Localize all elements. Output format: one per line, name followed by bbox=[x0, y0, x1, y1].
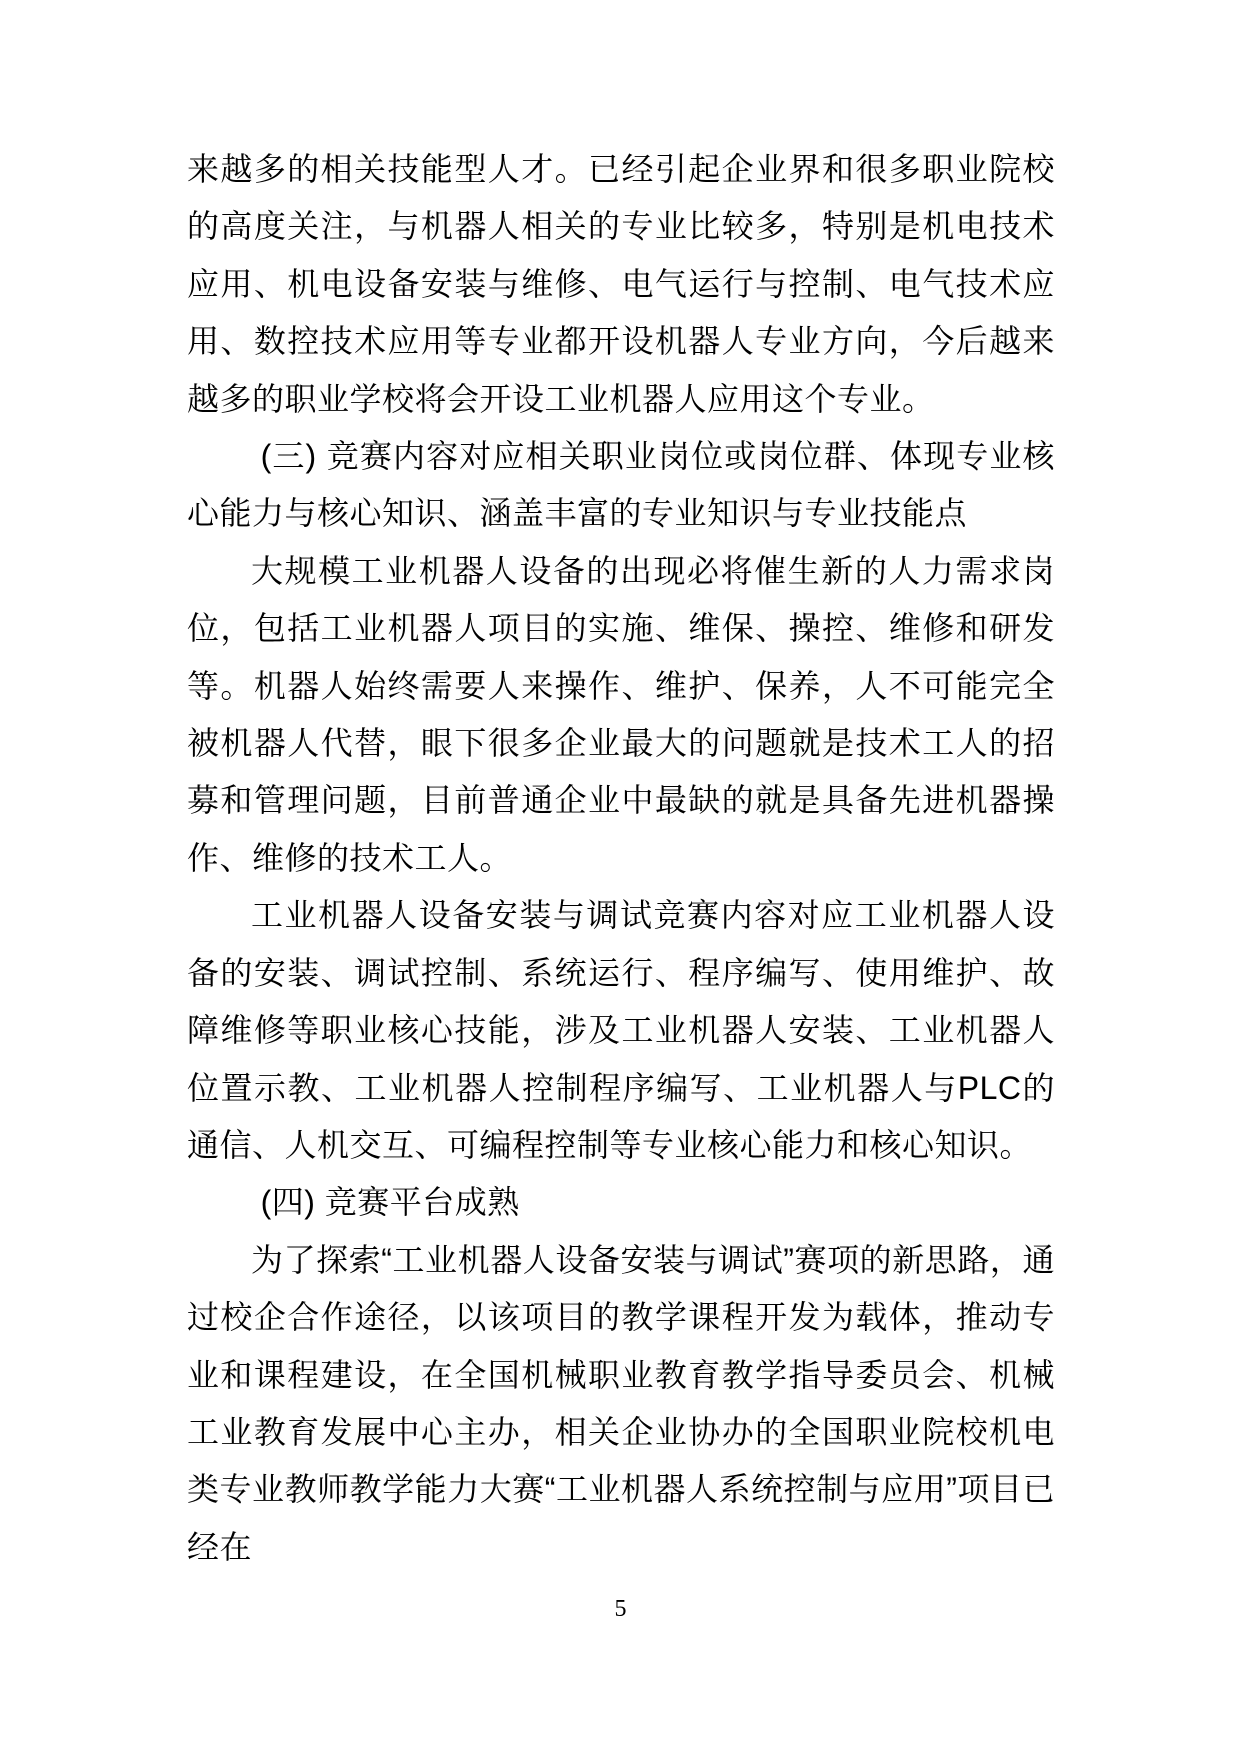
heading-section-4: (四) 竞赛平台成熟 bbox=[260, 1184, 520, 1221]
paragraph-workforce-demand: 大规模工业机器人设备的出现必将催生新的人力需求岗位，包括工业机器人项目的实施、维保、操控、维修和研发等。机器人始终需要人来操作、维护、保养，人不可能完全被机器人代替，眼下很多企业最大的问题就是技术工人的招募和管理问题，目前普通企业中最缺的就是具备先进机器操作、维修的技术工人。 bbox=[187, 552, 1055, 876]
paragraph-continuation: 来越多的相关技能型人才。已经引起企业界和很多职业院校的高度关注，与机器人相关的专业比较多，特别是机电技术应用、机电设备安装与维修、电气运行与控制、电气技术应用、数控技术应用等专业都开设机器人专业方向，今后越来越多的职业学校将会开设工业机器人应用这个专业。 bbox=[187, 151, 1055, 417]
paragraph-competition-content: 工业机器人设备安装与调试竞赛内容对应工业机器人设备的安装、调试控制、系统运行、程序编写、使用维护、故障维修等职业核心技能，涉及工业机器人安装、工业机器人位置示教、工业机器人控制程序编写、工业机器人与PLC的通信、人机交互、可编程控制等专业核心能力和核心知识。 bbox=[187, 897, 1055, 1163]
page-number: 5 bbox=[614, 1596, 627, 1622]
heading-section-3: (三) 竞赛内容对应相关职业岗位或岗位群、体现专业核心能力与核心知识、涵盖丰富的专业知识与专业技能点 bbox=[187, 438, 1055, 532]
paragraph-platform-maturity: 为了探索“工业机器人设备安装与调试”赛项的新思路，通过校企合作途径，以该项目的教学课程开发为载体，推动专业和课程建设，在全国机械职业教育教学指导委员会、机械工业教育发展中心主办，相关企业协办的全国职业院校机电类专业教师教学能力大赛“工业机器人系统控制与应用”项目已经在 bbox=[187, 1241, 1055, 1565]
document-text-block bbox=[187, 141, 1055, 1576]
